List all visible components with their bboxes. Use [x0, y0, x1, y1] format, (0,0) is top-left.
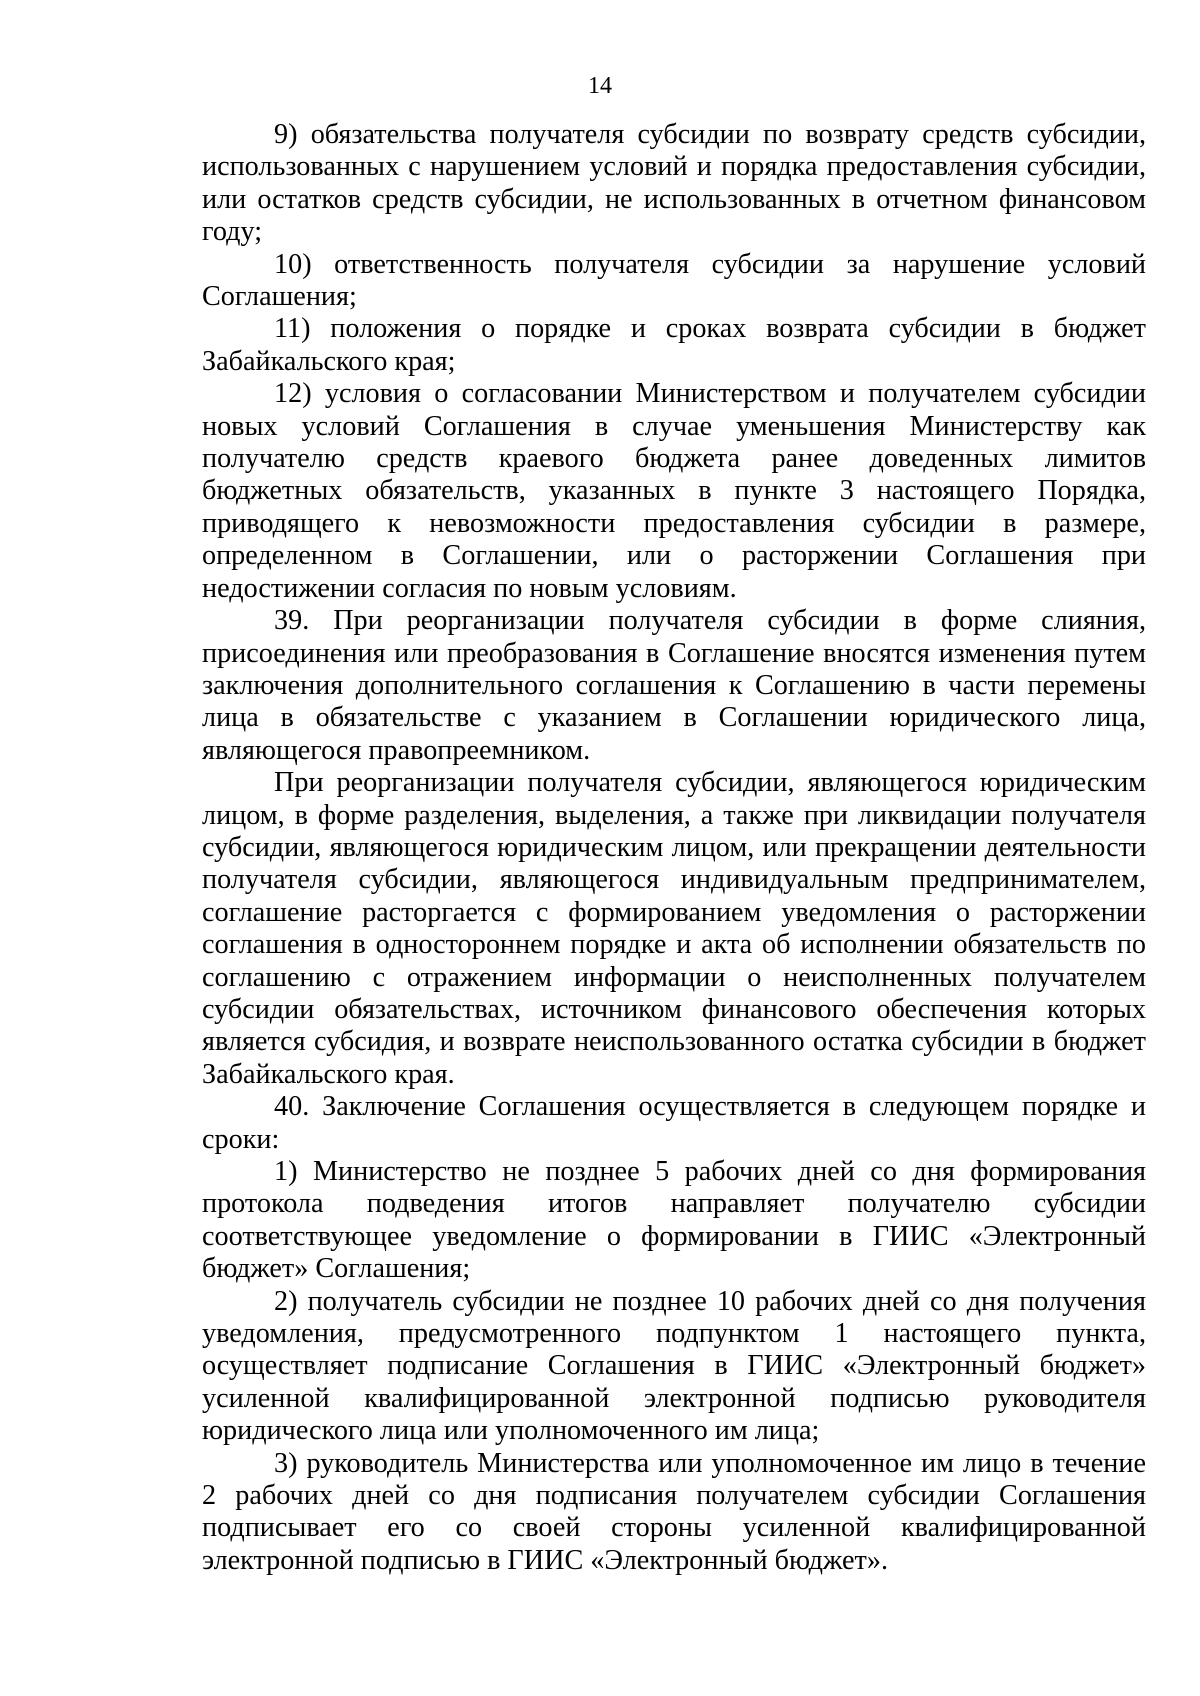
paragraph-step-1: 1) Министерство не позднее 5 рабочих дней со дня формирования протокола подведения итогов направляет получателю субсидии соответствующее уведомление о формировании в ГИИС «Электронный бюджет» Соглашения;: [202, 1156, 1146, 1285]
paragraph-clause-39: 39. При реорганизации получателя субсидии в форме слияния, присоединения или преобразования в Соглашение вносятся изменения путем заключения дополнительного соглашения к Соглашению в части перемены лица в обязательстве с указанием в Соглашении юридического лица, являющегося правопреемником.: [202, 605, 1146, 766]
page-number: 14: [588, 73, 612, 99]
paragraph-item-9: 9) обязательства получателя субсидии по возврату средств субсидии, использованных с нарушением условий и порядка предоставления субсидии, или остатков средств субсидии, не использованных в отчетном финансовом году;: [202, 119, 1146, 248]
paragraph-item-10: 10) ответственность получателя субсидии за нарушение условий Соглашения;: [202, 248, 1146, 313]
paragraph-step-2: 2) получатель субсидии не позднее 10 рабочих дней со дня получения уведомления, предусмотренного подпунктом 1 настоящего пункта, осуществляет подписание Соглашения в ГИИС «Электронный бюджет» усиленной квалифицированной электронной подписью руководителя юридического лица или уполномоченного им лица;: [202, 1285, 1146, 1447]
paragraph-clause-39-continued: При реорганизации получателя субсидии, являющегося юридическим лицом, в форме разделения, выделения, а также при ликвидации получателя субсидии, являющегося юридическим лицом, или прекращении деятельности получателя субсидии, являющегося индивидуальным предпринимателем, соглашение расторгается с формированием уведомления о расторжении соглашения в одностороннем порядке и акта об исполнении обязательств по соглашению с отражением информации о неисполненных получателем субсидии обязательствах, источником финансового обеспечения которых является субсидия, и возврате неиспользованного остатка субсидии в бюджет Забайкальского края.: [202, 767, 1146, 1090]
paragraph-step-3: 3) руководитель Министерства или уполномоченное им лицо в течение 2 рабочих дней со дня подписания получателем субсидии Соглашения подписывает его со своей стороны усиленной квалифицированной электронной подписью в ГИИС «Электронный бюджет».: [202, 1447, 1146, 1576]
paragraph-clause-40: 40. Заключение Соглашения осуществляется в следующем порядке и сроки:: [202, 1091, 1146, 1155]
document-body: [202, 119, 1146, 1577]
paragraph-item-12: 12) условия о согласовании Министерством и получателем субсидии новых условий Соглашения в случае уменьшения Министерству как получателю средств краевого бюджета ранее доведенных лимитов бюджетных обязательств, указанных в пункте 3 настоящего Порядка, приводящего к невозможности предоставления субсидии в размере, определенном в Соглашении, или о расторжении Соглашения при недостижении согласия по новым условиям.: [202, 378, 1146, 604]
paragraph-item-11: 11) положения о порядке и сроках возврата субсидии в бюджет Забайкальского края;: [202, 313, 1146, 377]
